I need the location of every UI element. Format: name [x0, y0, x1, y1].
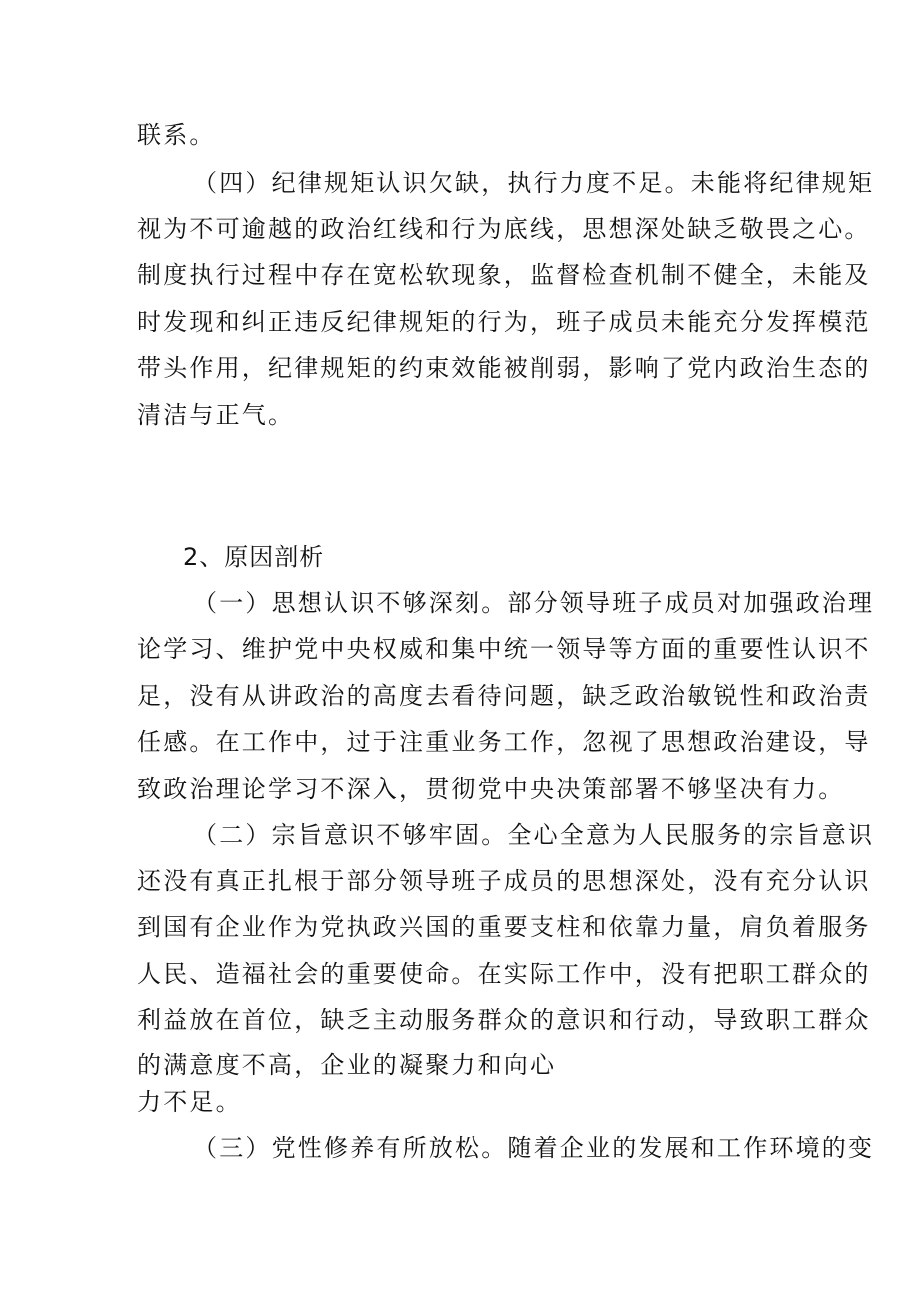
- paragraph-one-line: 任感。在工作中，过于注重业务工作，忽视了思想政治建设，导: [137, 728, 871, 756]
- paragraph-two-line: 的满意度不高，企业的凝聚力和向心: [137, 1051, 557, 1079]
- paragraph-intro-line: 联系。: [137, 121, 216, 149]
- paragraph-one-line: 致政治理论学习不深入，贯彻党中央决策部署不够坚决有力。: [137, 775, 845, 803]
- paragraph-four-line: 带头作用，纪律规矩的约束效能被削弱，影响了党内政治生态的: [137, 354, 871, 382]
- paragraph-three-line: （三）党性修养有所放松。随着企业的发展和工作环境的变: [193, 1134, 875, 1162]
- paragraph-two-line: 到国有企业作为党执政兴国的重要支柱和依靠力量，肩负着服务: [137, 913, 871, 941]
- paragraph-four-line: （四）纪律规矩认识欠缺，执行力度不足。未能将纪律规矩: [193, 169, 875, 197]
- paragraph-four-line: 制度执行过程中存在宽松软现象，监督检查机制不健全，未能及: [137, 261, 871, 289]
- paragraph-two-line: 人民、造福社会的重要使命。在实际工作中，没有把职工群众的: [137, 960, 871, 988]
- section-heading: 2、原因剖析: [183, 543, 325, 571]
- paragraph-one-line: 论学习、维护党中央权威和集中统一领导等方面的重要性认识不: [137, 635, 871, 663]
- paragraph-four-line: 时发现和纠正违反纪律规矩的行为，班子成员未能充分发挥模范: [137, 308, 871, 336]
- paragraph-two-line: 利益放在首位，缺乏主动服务群众的意识和行动，导致职工群众: [137, 1006, 871, 1034]
- paragraph-four-line: 清洁与正气。: [137, 401, 295, 429]
- paragraph-four-line: 视为不可逾越的政治红线和行为底线，思想深处缺乏敬畏之心。: [137, 215, 871, 243]
- paragraph-two-line: 力不足。: [137, 1088, 242, 1116]
- paragraph-one-line: （一）思想认识不够深刻。部分领导班子成员对加强政治理: [193, 589, 875, 617]
- paragraph-two-line: 还没有真正扎根于部分领导班子成员的思想深处，没有充分认识: [137, 867, 871, 895]
- paragraph-two-line: （二）宗旨意识不够牢固。全心全意为人民服务的宗旨意识: [193, 821, 875, 849]
- paragraph-one-line: 足，没有从讲政治的高度去看待问题，缺乏政治敏锐性和政治责: [137, 682, 871, 710]
